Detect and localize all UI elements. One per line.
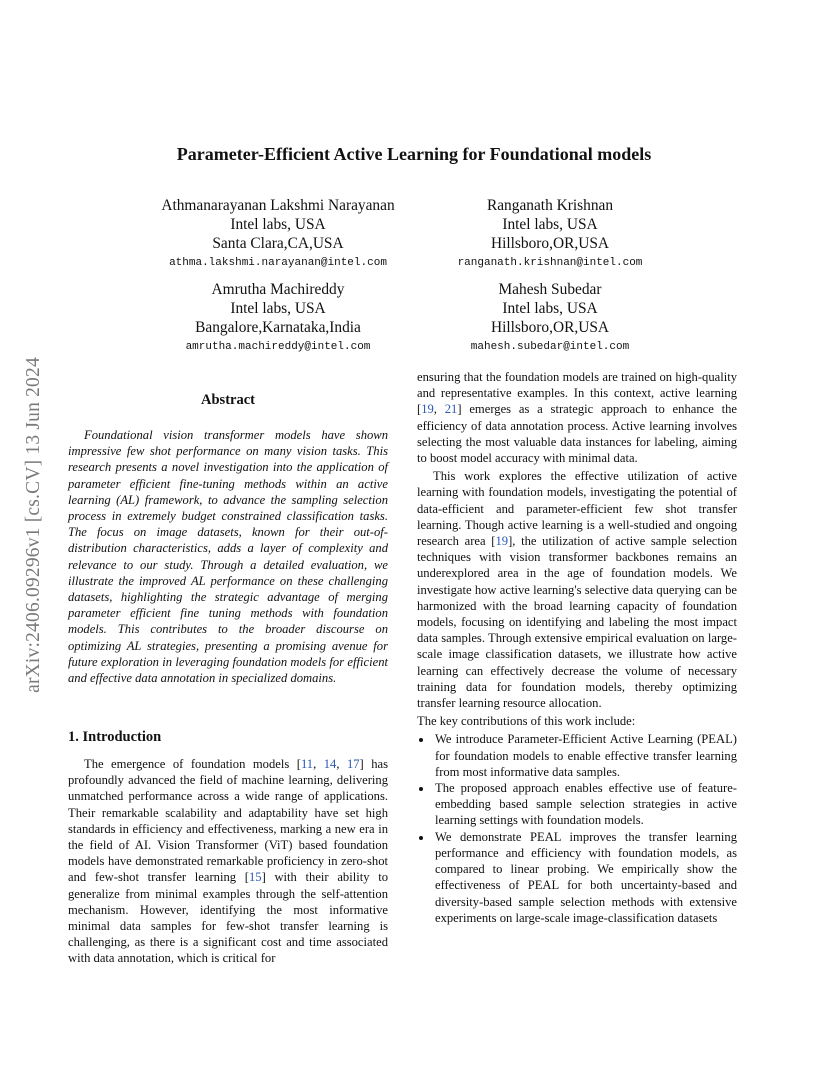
author-affiliation: Intel labs, USA (502, 216, 598, 233)
contribution-item: • We introduce Parameter-Efficient Active Learning (PEAL) for foundation models to enable effective transfer learning from most informative data samples. (433, 731, 737, 780)
introduction-heading: 1. Introduction (68, 729, 162, 745)
citation-link[interactable]: 15 (248, 870, 262, 885)
author-location: Hillsboro,OR,USA (490, 319, 609, 336)
citation-link[interactable]: 11 (300, 757, 314, 771)
citation-link[interactable]: 21 (444, 402, 458, 417)
contribution-item: • We demonstrate PEAL improves the transfer learning performance and efficiency with foundation models, as compared to linear probing. We empirically show the effectiveness of PEAL for both uncertainty-based and diversity-based sample selection methods with extensive experiments on large-scale image-classification datasets (433, 829, 737, 926)
author-name: Athmanarayanan Lakshmi Narayanan (161, 197, 395, 214)
contribution-item: • The proposed approach enables effective use of feature-embedding based sample selection strategies in active learning settings with foundation models. (433, 780, 737, 829)
abstract-body (68, 427, 388, 686)
citation-link[interactable]: 14 (323, 757, 337, 771)
author-location: Hillsboro,OR,USA (490, 235, 609, 252)
author-affiliation: Intel labs, USA (230, 300, 326, 317)
contributions-list (417, 731, 737, 925)
author-block-3 (148, 280, 408, 357)
arxiv-identifier: arXiv:2406.09296v1 [cs.CV] 13 Jun 2024 (23, 357, 44, 693)
contributions-intro: The key contributions of this work include: (417, 714, 636, 729)
arxiv-sidebar (14, 290, 54, 760)
author-block-4 (418, 280, 682, 357)
introduction-body (68, 756, 388, 967)
intro-paragraph: The emergence of foundation models [11, 14, 17] has profoundly advanced the field of machine learning, delivering unmatched performance across a wide range of applications. Their remarkable scalability and adaptability have set high standards in efficiency and effectiveness, marking a new era in the field of AI. Vision Transformer (ViT) based foundation models have demonstrated remarkable proficiency in zero-shot and few-shot transfer learning [15] with their ability to generalize from minimal examples through the self-attention mechanism. However, identifying the most informative minimal data samples for few-shot transfer learning is challenging, as there is a significant cost and time associated with data annotation, which is critical for (68, 757, 389, 966)
author-name: Amrutha Machireddy (211, 281, 345, 298)
author-name: Ranganath Krishnan (486, 197, 614, 214)
author-email[interactable]: amrutha.machireddy@intel.com (185, 341, 371, 353)
author-block-1 (128, 196, 428, 273)
author-block-2 (418, 196, 682, 273)
author-affiliation: Intel labs, USA (230, 216, 326, 233)
citation-link[interactable]: 19 (495, 534, 509, 549)
paper-title: Parameter-Efficient Active Learning for Foundational models (176, 144, 652, 164)
author-email[interactable]: athma.lakshmi.narayanan@intel.com (169, 257, 387, 269)
abstract-text: Foundational vision transformer models have shown impressive few shot performance on many vision tasks. This research presents a novel investigation into the application of parameter efficient fine-tuning methods within an active learning (AL) framework, to advance the sampling selection process in extremely budget constrained classification tasks. The focus on image datasets, known for their out-of-distribution characteristics, adds a layer of complexity and relevance to our study. Through a detailed evaluation, we illustrate the improved AL performance on these challenging datasets, highlighting the strategic advantage of merging parameter efficient fine tuning methods with foundation models. This contributes to the broader discourse on optimizing AL strategies, presenting a promising avenue for future exploration in leveraging foundation models for efficient and effective data annotation in specialized domains. (68, 428, 388, 686)
author-location: Bangalore,Karnataka,India (195, 319, 361, 336)
right-paragraph-1: ensuring that the foundation models are trained on high-quality and representative examples. In this context, active learning [19, 21] emerges as a strategic approach to enhance the efficiency of data annotation process. Active learning involves selecting the most valuable data instances for labeling, aiming to boost model accuracy with minimal data. (417, 370, 737, 466)
right-paragraph-2: This work explores the effective utilization of active learning with foundation models, investigating the potential of data-efficient and parameter-efficient few shot transfer learning. Though active learning is a well-studied and ongoing research area [19], the utilization of active sample selection techniques with vision transformer backbones remains an underexplored area in the age of foundation models. We investigate how active learning's selective data querying can be harmonized with the broad learning capacity of foundation models, focusing on identifying and labeling the most impact data samples. Through extensive empirical evaluation on large-scale image classification datasets, we illustrate how active learning can effectively decrease the volume of necessary training data for foundation models, thereby optimizing transfer learning resource allocation. (417, 469, 737, 711)
author-affiliation: Intel labs, USA (502, 300, 598, 317)
citation-link[interactable]: 17 (346, 757, 360, 771)
author-location: Santa Clara,CA,USA (212, 235, 344, 252)
author-email[interactable]: mahesh.subedar@intel.com (470, 341, 630, 353)
abstract-heading: Abstract (201, 392, 255, 408)
right-column-body (417, 369, 737, 926)
citation-link[interactable]: 19 (421, 402, 434, 417)
author-email[interactable]: ranganath.krishnan@intel.com (457, 257, 643, 269)
author-name: Mahesh Subedar (498, 281, 602, 298)
